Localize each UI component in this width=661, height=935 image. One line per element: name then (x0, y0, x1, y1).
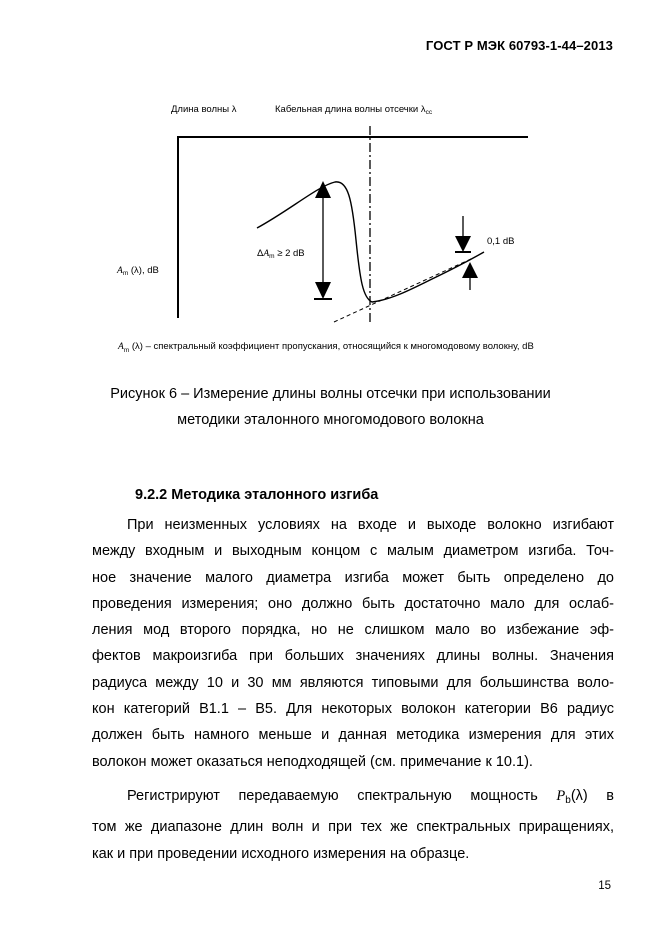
figure-caption-line2: методики эталонного многомодового волокна (177, 412, 484, 428)
label-axis: $A_m$ (λ), dB (117, 265, 159, 277)
label-cable-cutoff: Кабельная длина волны отсечки $\lambda_{cc}$ (275, 104, 433, 116)
para1-line: между входным и выходным концом с малым диаметром изгиба. Точ- (92, 543, 614, 560)
para1-line: радиуса между 10 и 30 мм являются типовыми для большинства воло- (92, 674, 614, 691)
delta-arrow-head-down (315, 282, 331, 299)
figure-frame (178, 137, 528, 318)
para1-line: проведения измерения; оно должно быть достаточно мало для ослаб- (92, 595, 614, 612)
para1-line: ления мод второго порядка, но не слишком мало во избежание эф- (92, 622, 614, 639)
paragraph-2 (92, 783, 614, 867)
para1-line: кон категорий B1.1 – B5. Для некоторых волокон категории B6 радиус (92, 701, 614, 718)
label-delta: $\Delta A_m \ge 2$ dB (257, 248, 305, 260)
para1-line: должен быть намного меньше и данная методика измерения для этих (92, 727, 614, 744)
figure-legend: $A_m$ (λ) – спектральный коэффициент пропускания, относящийся к многомодовому волокну, dB (118, 341, 534, 354)
para1-line: фектов макроизгиба при больших значениях длины волны. Значения (92, 648, 614, 665)
figure-caption-line1: Рисунок 6 – Измерение длины волны отсечки при использовании (110, 386, 551, 402)
step-arrow-bottom-head (462, 262, 478, 278)
para1-line: При неизменных условиях на входе и выходе волокно изгибают (127, 517, 614, 533)
paragraph-1 (92, 512, 614, 775)
para2-line: Регистрируют передаваемую спектральную мощность $P_b(\lambda)$ в (127, 788, 614, 806)
section-title: 9.2.2 Методика эталонного изгиба (135, 487, 379, 503)
page-number: 15 (598, 880, 611, 892)
para2-line: как и при проведении исходного измерения на образце. (92, 845, 470, 862)
para1-line: волокон может оказаться неподходящей (см. примечание к 10.1). (92, 753, 533, 770)
para1-line: ное значение малого диаметра изгиба может быть определено до (92, 569, 614, 586)
cutoff-figure (0, 0, 661, 380)
label-wavelength: Длина волны λ (171, 104, 237, 115)
baseline-dashed (334, 258, 473, 322)
label-step: 0,1 dB (487, 236, 515, 247)
para2-line: том же диапазоне длин волн и при тех же спектральных приращениях, (92, 819, 614, 836)
standard-code-header: ГОСТ Р МЭК 60793-1-44–2013 (425, 38, 613, 53)
step-arrow-top-head (455, 236, 471, 252)
